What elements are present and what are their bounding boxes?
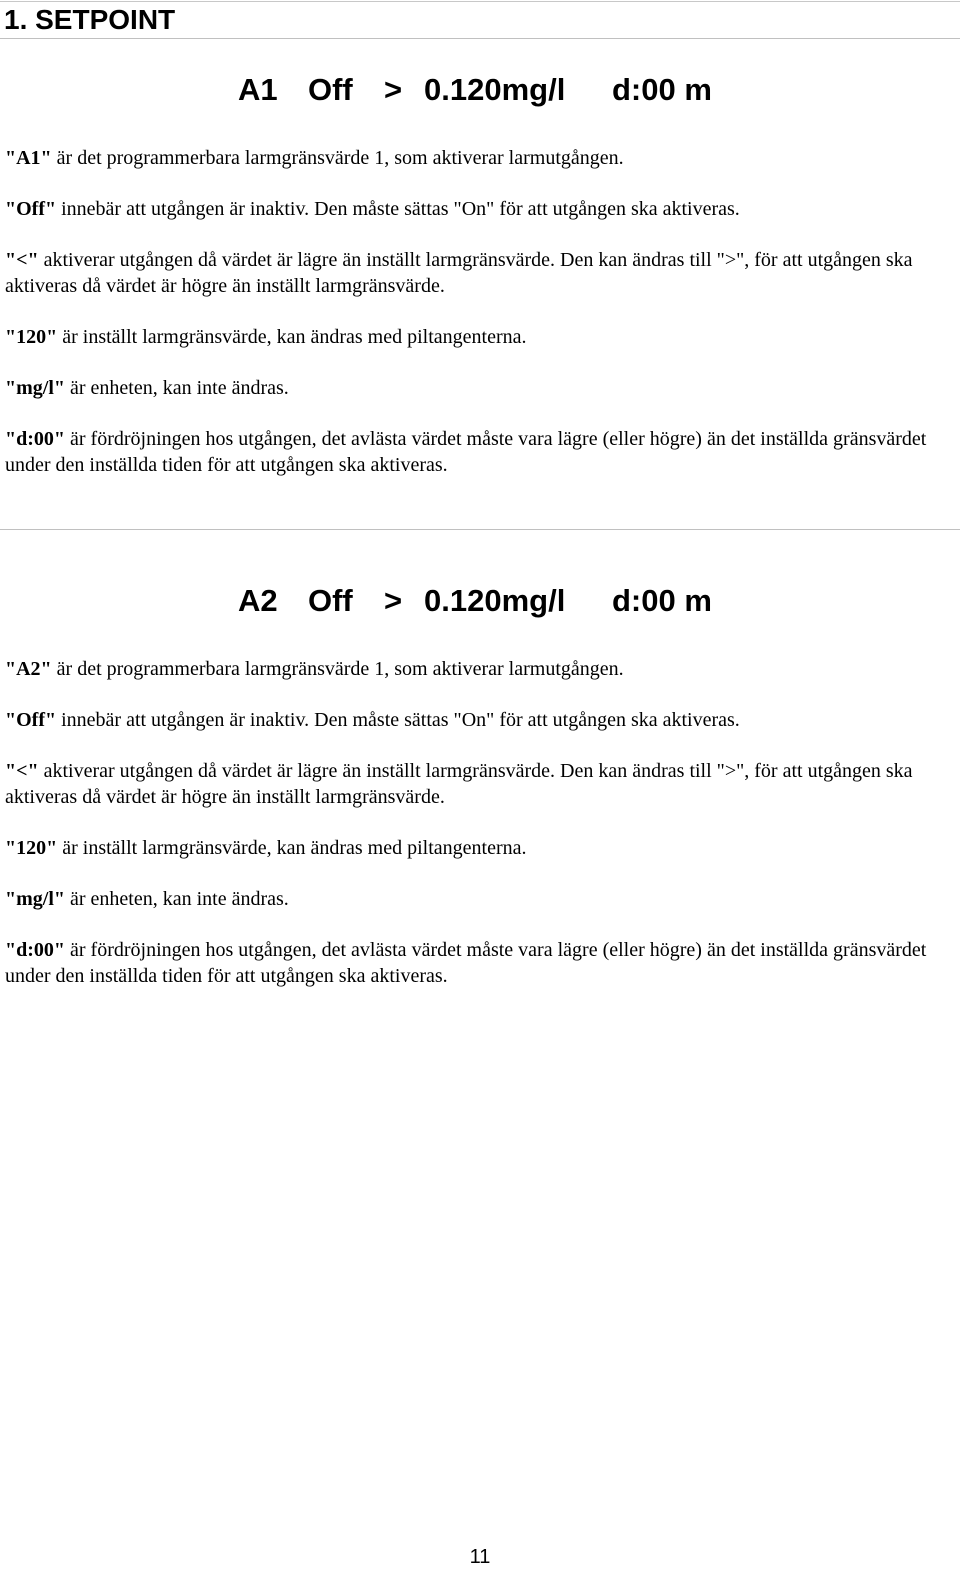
description-text: är inställt larmgränsvärde, kan ändras med piltangenterna. [57,326,527,348]
alarm-delay: d:00 m [612,72,712,107]
description-text: innebär att utgången är inaktiv. Den måste sättas "On" för att utgången ska aktiveras. [56,198,740,220]
description-term: "120" [5,837,58,859]
alarm-value: 0.120mg/l [424,72,566,107]
alarm-delay: d:00 m [612,583,712,618]
description-item [5,835,960,861]
description-item [5,886,960,912]
description-item [5,145,960,171]
alarm-operator: > [384,583,403,618]
description-text: aktiverar utgången då värdet är lägre än inställt larmgränsvärde. Den kan ändras till ">", för att utgången ska aktiveras då värdet är högre än inställt larmgränsvärde. [5,249,913,297]
description-item [5,937,960,989]
alarm-state: Off [308,583,353,618]
alarm-operator: > [384,72,403,107]
description-term: "A1" [5,147,52,169]
description-term: "<" [5,760,39,782]
description-term: "Off" [5,709,57,731]
description-term: "Off" [5,198,57,220]
alarm-1-description [5,145,960,478]
description-text: är det programmerbara larmgränsvärde 1, som aktiverar larmutgången. [51,147,624,169]
description-text: innebär att utgången är inaktiv. Den måste sättas "On" för att utgången ska aktiveras. [56,709,740,731]
description-text: aktiverar utgången då värdet är lägre än inställt larmgränsvärde. Den kan ändras till ">", för att utgången ska aktiveras då värdet är högre än inställt larmgränsvärde. [5,760,913,808]
description-item [5,656,960,682]
description-item [5,247,960,299]
section-heading: 1. SETPOINT [4,4,176,35]
alarm-2-display-line [238,583,712,619]
description-term: "mg/l" [5,888,65,910]
heading-rule [0,38,960,39]
description-text: är enheten, kan inte ändras. [64,888,289,910]
description-text: är fördröjningen hos utgången, det avlästa värdet måste vara lägre (eller högre) än det inställda gränsvärdet under den inställda tiden för att utgången ska aktiveras. [5,428,927,476]
section-divider [0,529,960,530]
description-term: "mg/l" [5,377,65,399]
description-item [5,196,960,222]
alarm-value: 0.120mg/l [424,583,566,618]
description-item [5,324,960,350]
description-text: är enheten, kan inte ändras. [64,377,289,399]
description-term: "120" [5,326,58,348]
page-top-rule [0,1,960,2]
alarm-state: Off [308,72,353,107]
description-item [5,375,960,401]
description-text: är det programmerbara larmgränsvärde 1, som aktiverar larmutgången. [51,658,624,680]
description-term: "d:00" [5,939,65,961]
description-item [5,426,960,478]
description-term: "A2" [5,658,52,680]
description-text: är fördröjningen hos utgången, det avlästa värdet måste vara lägre (eller högre) än det inställda gränsvärdet under den inställda tiden för att utgången ska aktiveras. [5,939,927,987]
description-text: är inställt larmgränsvärde, kan ändras med piltangenterna. [57,837,527,859]
description-item [5,758,960,810]
alarm-2-description [5,656,960,989]
alarm-code: A2 [238,583,278,618]
page-number: 11 [469,1546,491,1568]
description-term: "<" [5,249,39,271]
description-item [5,707,960,733]
alarm-1-display-line [238,72,712,108]
description-term: "d:00" [5,428,65,450]
alarm-code: A1 [238,72,278,107]
